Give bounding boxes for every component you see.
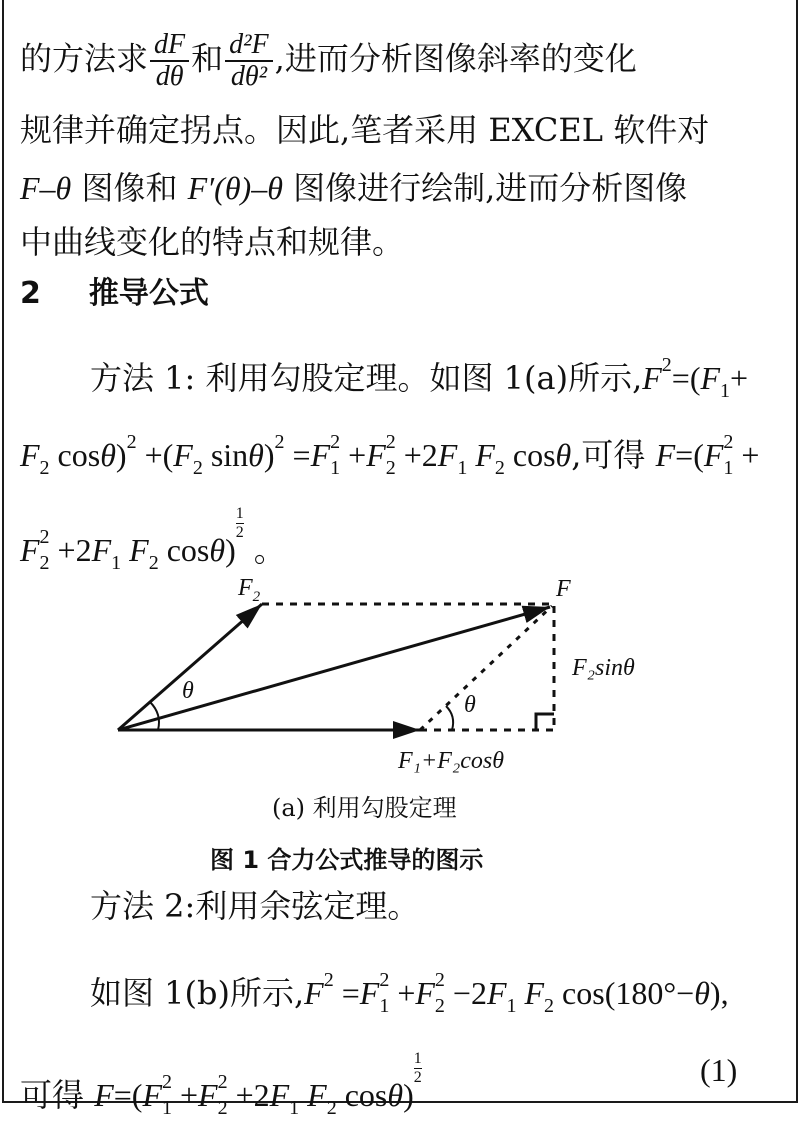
fraction-numerator: dF	[150, 30, 189, 62]
method2-title: 方法 2:利用余弦定理。	[90, 887, 420, 925]
fraction-numerator: d²F	[225, 30, 273, 62]
label-theta-right: θ	[464, 692, 476, 718]
vector-F	[118, 607, 550, 730]
text-segment: 如图 1(b)所示,	[90, 974, 305, 1012]
figure-caption: 图 1 合力公式推导的图示	[210, 846, 484, 874]
angle-arc-right	[446, 706, 453, 730]
fraction-denominator: dθ²	[230, 61, 267, 92]
label-F2-sin-theta: F₂sinθ	[572, 655, 635, 681]
method2-line-1	[90, 960, 729, 1026]
label-F1-plus-F2cos: F₁+F₂cosθ	[398, 748, 504, 774]
text-segment: 图像进行绘制,进而分析图像	[282, 169, 688, 207]
method1-intro: 方法 1: 利用勾股定理。如图 1(a)所示,	[90, 359, 643, 397]
text-segment: 的方法求	[20, 39, 149, 78]
text-segment: 和	[191, 39, 224, 78]
exponent-half: $\frac{1}{2}$	[413, 1050, 422, 1086]
text-segment: ,进而分析图像斜率的变化	[274, 39, 637, 78]
section-number: 2	[20, 276, 41, 311]
label-theta-origin: θ	[182, 678, 194, 704]
vector-F2	[118, 604, 262, 730]
label-F: F	[556, 576, 571, 602]
angle-arc-origin	[150, 702, 159, 730]
equation-F-result: $F_2^2 +2F_1$ $F_2$ cosθ) $\frac{1}{2}$	[20, 505, 244, 574]
text-segment: 。	[253, 531, 286, 569]
text-segment: ,可得	[571, 436, 656, 474]
exponent-half: $\frac{1}{2}$	[235, 505, 244, 541]
equation-number: (1)	[700, 1052, 738, 1088]
math-Fprime-theta: F′(θ)–θ	[187, 170, 283, 206]
section-title: 推导公式	[88, 276, 209, 311]
figure-subcaption: (a) 利用勾股定理	[272, 794, 457, 822]
equation-1: $F=(F_1^2 +F_2^2 +2F_1$ $F_2$ cosθ) $\frac{1}{2}$	[94, 1050, 422, 1119]
equation-cosine-law: $F^2 =F_1^2 +F_2^2 -2F_1$ $F_2$ cos(180°−θ),	[304, 969, 729, 1017]
method2-line-2	[20, 1050, 422, 1128]
math-F-theta: F–θ	[20, 170, 72, 206]
right-angle-mark	[536, 714, 554, 730]
equation-F-start: $F=(F_1^2$ +	[655, 431, 760, 479]
equation-F-squared: $F^2=(F_1+$	[642, 354, 749, 402]
text-segment: 可得	[20, 1076, 95, 1114]
equation-pythagoras: $F_2$ $\cos\theta)^2 +(F_2$ $\sin\theta)^2 =F_1^2 +F_2^2 +2F_1$ $F_2$ cosθ	[20, 431, 572, 479]
paragraph-line-4: 中曲线变化的特点和规律。	[20, 223, 405, 261]
fraction-denominator: dθ	[155, 61, 184, 92]
paragraph-line-2: 规律并确定拐点。因此,笔者采用 EXCEL 软件对	[20, 111, 710, 149]
text-segment: 图像和	[71, 169, 188, 207]
label-F2: $F_2$	[238, 575, 261, 605]
